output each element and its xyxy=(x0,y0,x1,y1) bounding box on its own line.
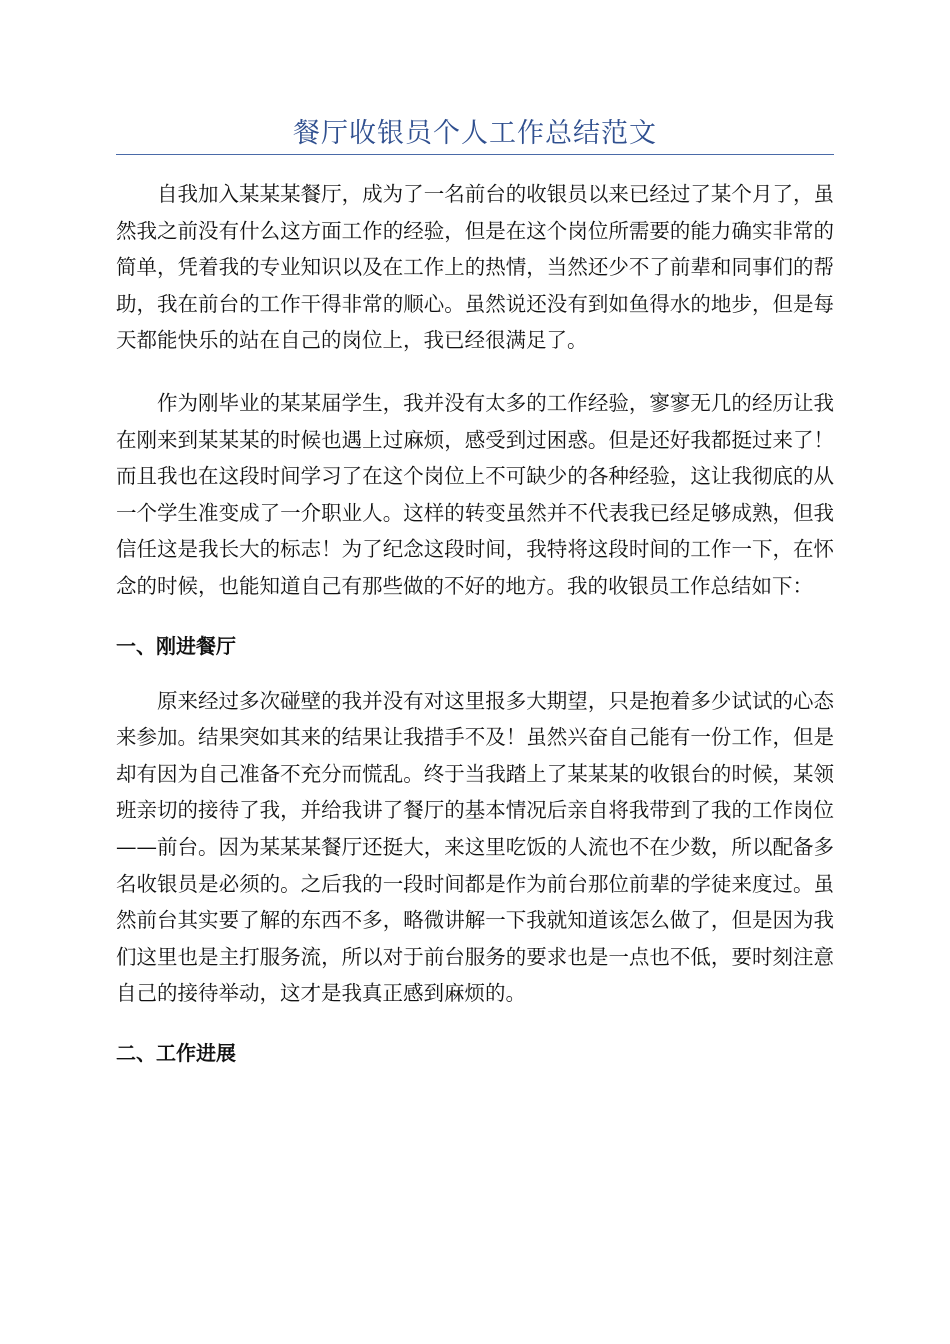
document-page xyxy=(116,0,834,1344)
document-body xyxy=(116,176,834,1090)
intro-paragraph-2: 作为刚毕业的某某届学生，我并没有太多的工作经验，寥寥无几的经历让我在刚来到某某某的时候也遇上过麻烦，感受到过困惑。但是还好我都挺过来了！而且我也在这段时间学习了在这个岗位上不可缺少的各种经验，这让我彻底的从一个学生准变成了一介职业人。这样的转变虽然并不代表我已经足够成熟，但我信任这是我长大的标志！为了纪念这段时间，我特将这段时间的工作一下，在怀念的时候，也能知道自己有那些做的不好的地方。我的收银员工作总结如下： xyxy=(116,390,834,598)
section-1-paragraph: 原来经过多次碰壁的我并没有对这里报多大期望，只是抱着多少试试的心态来参加。结果突如其来的结果让我措手不及！虽然兴奋自己能有一份工作，但是却有因为自己准备不充分而慌乱。终于当我踏上了某某某的收银台的时候，某领班亲切的接待了我，并给我讲了餐厅的基本情况后亲自将我带到了我的工作岗位——前台。因为某某某餐厅还挺大，来这里吃饭的人流也不在少数，所以配备多名收银员是必须的。之后我的一段时间都是作为前台那位前辈的学徒来度过。虽然前台其实要了解的东西不多，略微讲解一下我就知道该怎么做了，但是因为我们这里也是主打服务流，所以对于前台服务的要求也是一点也不低，要时刻注意自己的接待举动，这才是我真正感到麻烦的。 xyxy=(116,688,834,1006)
section-heading-2: 二、工作进展 xyxy=(116,1040,236,1065)
title-divider xyxy=(116,154,834,155)
section-heading-1: 一、刚进餐厅 xyxy=(116,633,236,658)
intro-paragraph-1: 自我加入某某某餐厅，成为了一名前台的收银员以来已经过了某个月了，虽然我之前没有什么这方面工作的经验，但是在这个岗位所需要的能力确实非常的简单，凭着我的专业知识以及在工作上的热情，当然还少不了前辈和同事们的帮助，我在前台的工作干得非常的顺心。虽然说还没有到如鱼得水的地步，但是每天都能快乐的站在自己的岗位上，我已经很满足了。 xyxy=(116,182,834,353)
page-title: 餐厅收银员个人工作总结范文 xyxy=(293,118,657,149)
